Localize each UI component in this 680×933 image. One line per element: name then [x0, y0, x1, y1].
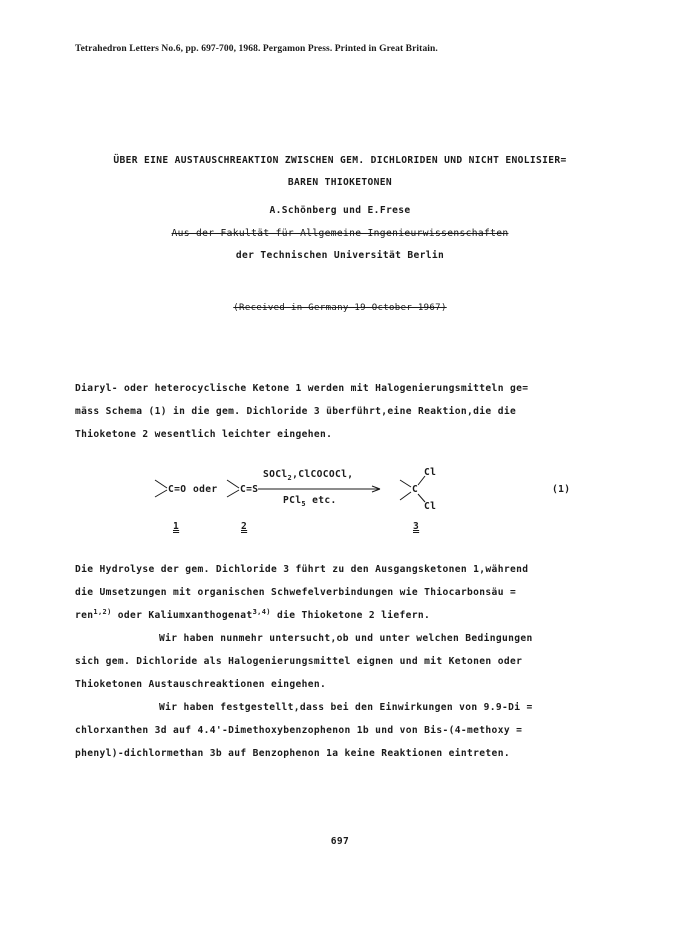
affiliation-line-1: Aus der Fakultät für Allgemeine Ingenieurwissenschaften [171, 228, 509, 239]
received-date: (Received in Germany 19 October 1967) [233, 303, 447, 313]
reagent-top [263, 469, 353, 480]
paragraph-2-line-3-part-c: die Thioketone 2 liefern. [270, 610, 431, 621]
reagent-bottom-base: PCl [283, 495, 302, 506]
reference-superscript-1: 1,2) [93, 608, 112, 616]
paragraph-2-line-2: die Umsetzungen mit organischen Schwefelverbindungen wie Thiocarbonsäu = [75, 587, 517, 598]
chlorine-bottom: Cl [424, 501, 437, 512]
reagent-bottom-subscript: 5 [301, 500, 306, 508]
product-carbon: C [412, 484, 419, 495]
paragraph-3-line-1: Wir haben nunmehr untersucht,ob und unter welchen Bedingungen [159, 633, 533, 644]
paragraph-2-line-1: Die Hydrolyse der gem. Dichloride 3 führt zu den Ausgangsketonen 1,während [75, 564, 529, 575]
paragraph-2-line-3-part-b: oder Kaliumxanthogenat [111, 610, 253, 621]
ketone-formula: C=O [168, 484, 187, 495]
paragraph-4-line-2: chlorxanthen 3d auf 4.4'-Dimethoxybenzophenon 1b und von Bis-(4-methoxy = [75, 725, 523, 736]
thioketone-bond-upper [227, 480, 239, 488]
paragraph-4-line-3: phenyl)-dichlormethan 3b auf Benzophenon 1a keine Reaktionen eintreten. [75, 748, 510, 759]
ketone-bond-lower [155, 490, 167, 497]
chlorine-top: Cl [424, 467, 437, 478]
product-bond-lower-left [400, 492, 411, 500]
ketone-bond-upper [155, 480, 167, 488]
reagent-top-rest: ,ClCOCOCl, [292, 469, 354, 480]
paragraph-2-line-3-part-a: ren [75, 610, 94, 621]
reagent-top-base: SOCl [263, 469, 288, 480]
thioketone-bond-lower [227, 490, 239, 497]
paragraph-4-line-1: Wir haben festgestellt,dass bei den Einwirkungen von 9.9-Di = [159, 702, 533, 713]
compound-label-3: 3 [413, 521, 420, 532]
thioketone-formula: C=S [240, 484, 259, 495]
authors: A.Schönberg und E.Frese [269, 205, 411, 216]
reagent-top-subscript: 2 [287, 474, 293, 482]
title-line-2: BAREN THIOKETONEN [287, 177, 393, 188]
affiliation-line-2: der Technischen Universität Berlin [235, 250, 445, 261]
compound-label-1: 1 [173, 521, 180, 532]
title-line-1: ÜBER EINE AUSTAUSCHREAKTION ZWISCHEN GEM. DICHLORIDEN UND NICHT ENOLISIER= [113, 155, 567, 166]
compound-label-2: 2 [241, 521, 248, 532]
paragraph-2-line-3 [75, 610, 430, 621]
product-bond-upper-left [400, 480, 411, 487]
paragraph-3-line-3: Thioketonen Austauschreaktionen eingehen. [75, 679, 327, 690]
equation-number: (1) [552, 484, 571, 495]
paragraph-1-line-2: mäss Schema (1) in die gem. Dichloride 3 überführt,eine Reaktion,die die [75, 406, 517, 417]
page-number: 697 [330, 836, 350, 847]
paragraph-1-line-1: Diaryl- oder heterocyclische Ketone 1 werden mit Halogenierungsmitteln ge= [75, 383, 529, 394]
reagent-bottom [283, 495, 337, 506]
running-head: Tetrahedron Letters No.6, pp. 697-700, 1968. Pergamon Press. Printed in Great Britain. [75, 44, 438, 54]
paragraph-1-line-3: Thioketone 2 wesentlich leichter eingehen. [75, 429, 333, 440]
paragraph-3-line-2: sich gem. Dichloride als Halogenierungsmittel eignen und mit Ketonen oder [75, 656, 523, 667]
reagent-bottom-rest: etc. [305, 495, 337, 506]
oder-label: oder [193, 484, 218, 495]
reference-superscript-2: 3,4) [252, 608, 271, 616]
